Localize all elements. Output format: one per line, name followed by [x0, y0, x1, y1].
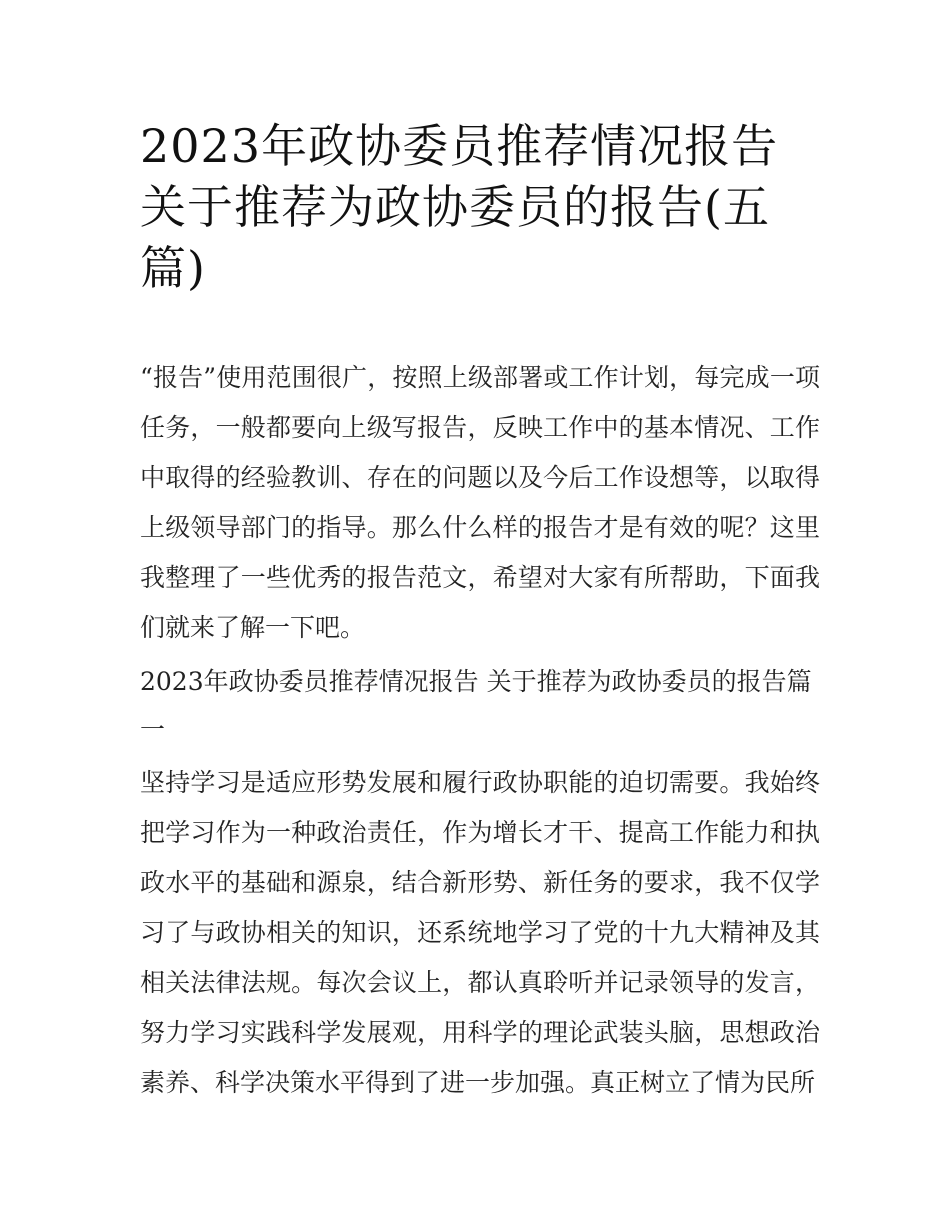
section-paragraph: 坚持学习是适应形势发展和履行政协职能的迫切需要。我始终把学习作为一种政治责任，作为增长才干、提高工作能力和执政水平的基础和源泉，结合新形势、新任务的要求，我不仅学习了与政协相关的知识，还系统地学习了党的十九大精神及其相关法律法规。每次会议上，都认真聆听并记录领导的发言，努力学习实践科学发展观，用科学的理论武装头脑，思想政治素养、科学决策水平得到了进一步加强。真正树立了情为民所	[140, 768, 820, 1097]
intro-paragraph: “报告”使用范围很广，按照上级部署或工作计划，每完成一项任务，一般都要向上级写报告，反映工作中的基本情况、工作中取得的经验教训、存在的问题以及今后工作设想等，以取得上级领导部门的指导。那么什么样的报告才是有效的呢？这里我整理了一些优秀的报告范文，希望对大家有所帮助，下面我们就来了解一下吧。	[140, 363, 820, 642]
document-title: 2023年政协委员推荐情况报告 关于推荐为政协委员的报告(五篇)	[140, 119, 779, 295]
section-heading: 2023年政协委员推荐情况报告 关于推荐为政协委员的报告篇一	[140, 667, 812, 744]
